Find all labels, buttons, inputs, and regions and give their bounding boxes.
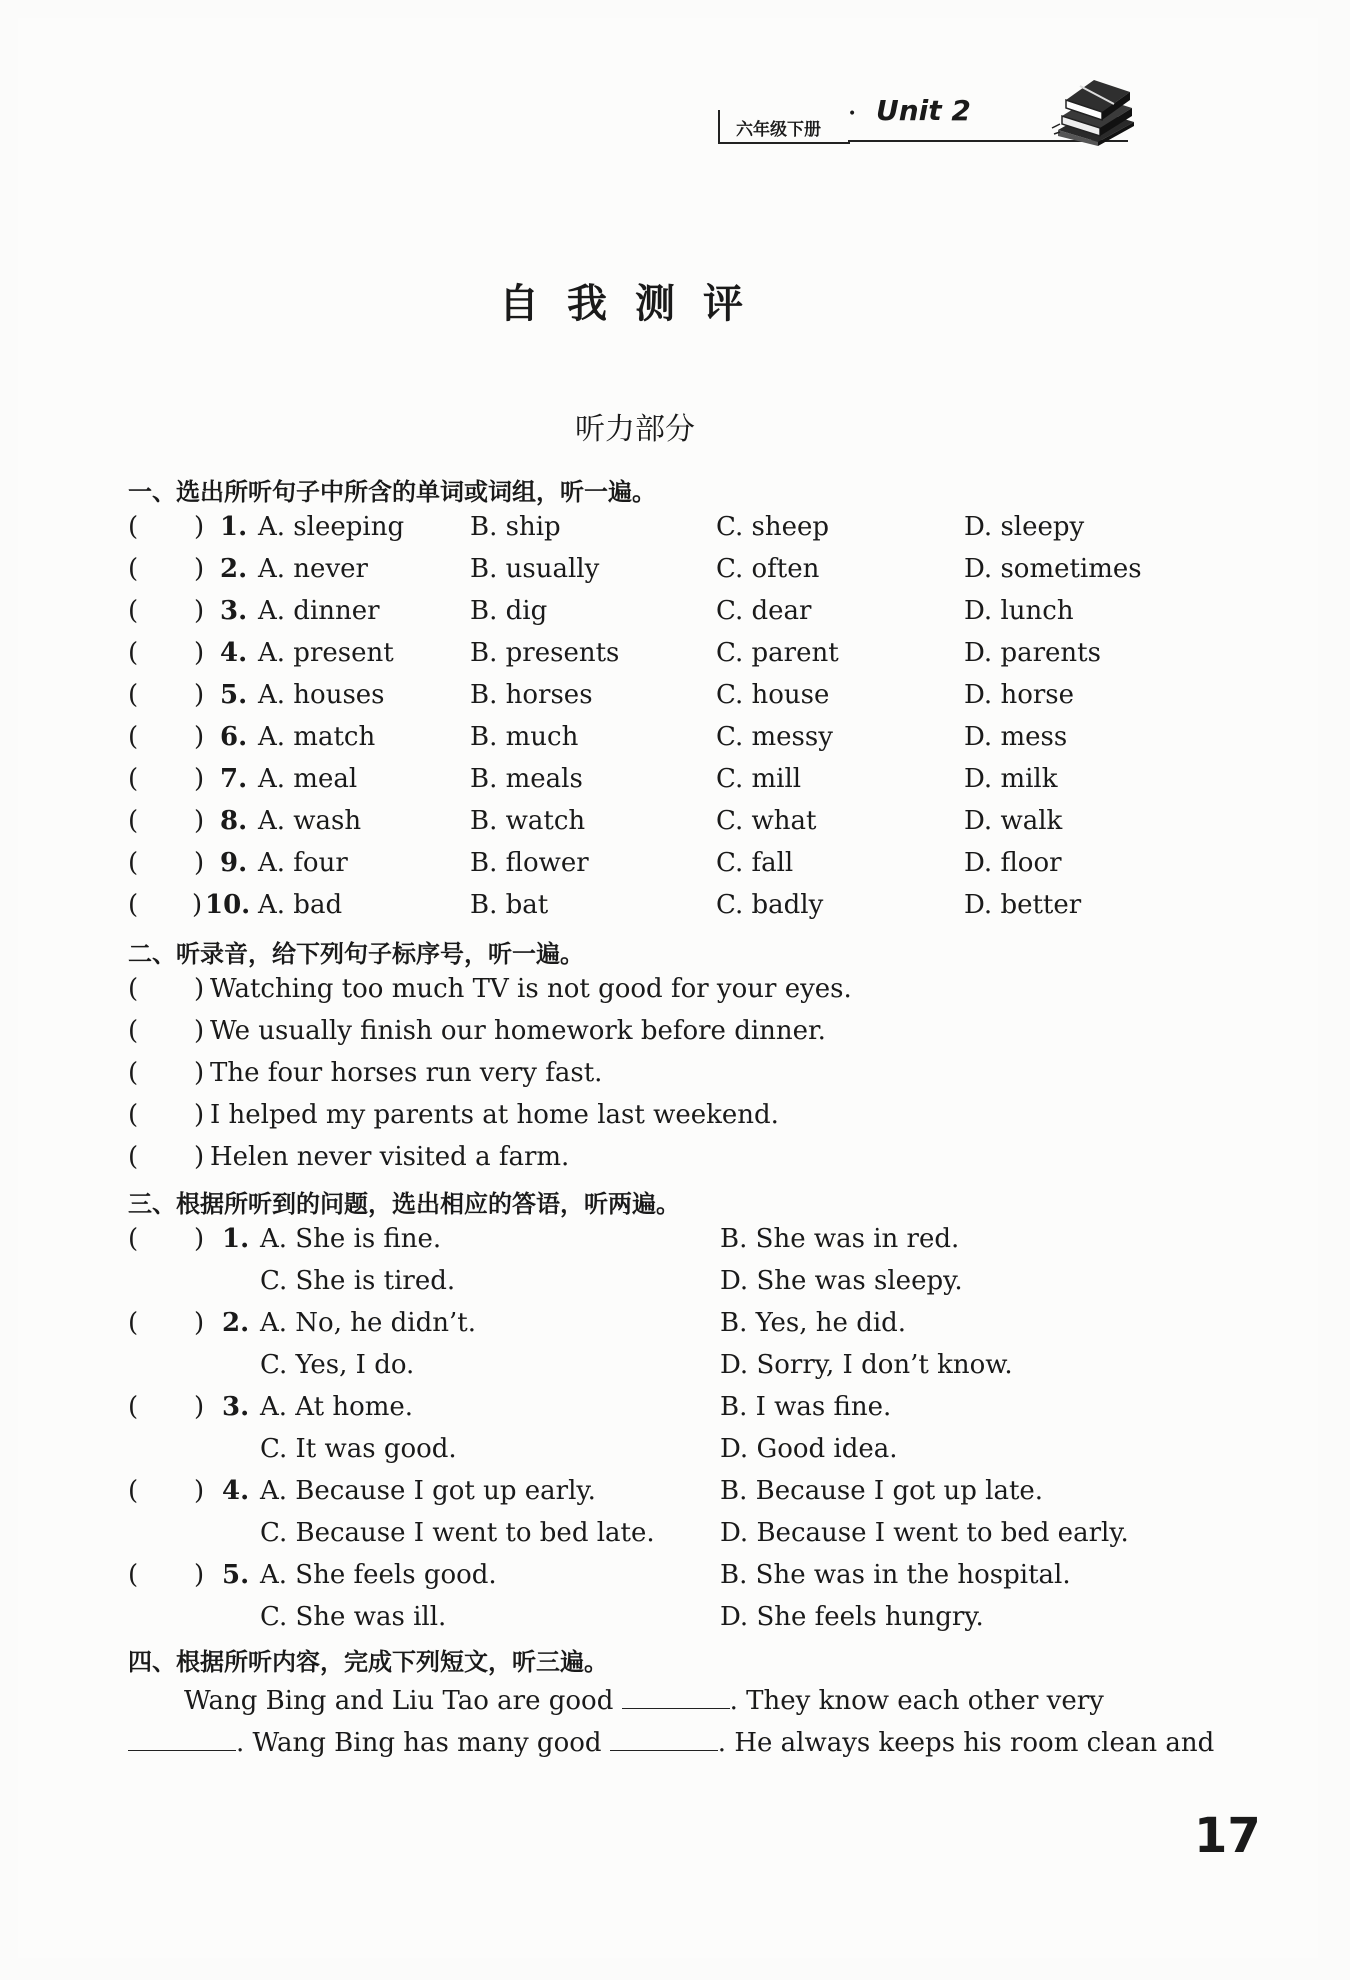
option-c: C. sheep	[716, 512, 830, 542]
page-number: 17	[1194, 1808, 1261, 1864]
answer-paren-open: (	[128, 512, 139, 542]
option-a: A. never	[258, 554, 368, 584]
answer-paren-open: (	[128, 1224, 139, 1254]
option-d: D. mess	[964, 722, 1068, 752]
books-icon	[1050, 78, 1140, 146]
item-number: 10.	[205, 890, 251, 920]
answer-paren-close: )	[194, 806, 205, 836]
option-b: B. Yes, he did.	[720, 1308, 907, 1338]
item-number: 6.	[220, 722, 248, 752]
item-number: 4.	[220, 638, 248, 668]
item-number: 1.	[222, 1224, 250, 1254]
answer-paren-close: )	[194, 554, 205, 584]
answer-paren-open: (	[128, 1016, 139, 1046]
answer-paren-open: (	[128, 1476, 139, 1506]
option-a: A. wash	[258, 806, 362, 836]
answer-paren-open: (	[128, 1560, 139, 1590]
cloze-text: . Wang Bing has many good	[236, 1728, 602, 1758]
option-a: A. four	[258, 848, 348, 878]
option-d: D. lunch	[964, 596, 1074, 626]
item-number: 5.	[220, 680, 248, 710]
answer-paren-close: )	[192, 890, 203, 920]
option-c: C. Yes, I do.	[260, 1350, 415, 1380]
answer-paren-open: (	[128, 596, 139, 626]
option-b: B. presents	[470, 638, 620, 668]
cloze-line-2	[128, 1726, 1214, 1758]
option-b: B. I was fine.	[720, 1392, 892, 1422]
sentence: Watching too much TV is not good for your eyes.	[210, 974, 852, 1004]
option-d: D. Because I went to bed early.	[720, 1518, 1129, 1548]
option-c: C. Because I went to bed late.	[260, 1518, 655, 1548]
answer-paren-close: )	[194, 1308, 205, 1338]
option-b: B. ship	[470, 512, 561, 542]
answer-paren-close: )	[194, 1142, 205, 1172]
option-b: B. dig	[470, 596, 548, 626]
option-c: C. She was ill.	[260, 1602, 447, 1632]
option-b: B. watch	[470, 806, 586, 836]
option-c: C. messy	[716, 722, 833, 752]
answer-paren-close: )	[194, 1560, 205, 1590]
answer-paren-close: )	[194, 1476, 205, 1506]
option-c: C. parent	[716, 638, 839, 668]
option-c: C. She is tired.	[260, 1266, 456, 1296]
answer-paren-close: )	[194, 1224, 205, 1254]
header-dot: •	[848, 106, 857, 122]
sentence: We usually finish our homework before dinner.	[210, 1016, 826, 1046]
item-number: 1.	[220, 512, 248, 542]
item-number: 3.	[220, 596, 248, 626]
answer-paren-close: )	[194, 596, 205, 626]
option-c: C. It was good.	[260, 1434, 457, 1464]
section1-heading: 一、选出所听句子中所含的单词或词组，听一遍。	[128, 478, 656, 506]
item-number: 4.	[222, 1476, 250, 1506]
header-grade: 六年级下册	[736, 120, 821, 140]
option-b: B. bat	[470, 890, 549, 920]
answer-paren-open: (	[128, 1142, 139, 1172]
option-a: A. She is fine.	[260, 1224, 442, 1254]
cloze-line-1	[184, 1684, 1104, 1716]
answer-paren-close: )	[194, 1100, 205, 1130]
answer-paren-open: (	[128, 1058, 139, 1088]
option-d: D. horse	[964, 680, 1075, 710]
answer-paren-open: (	[128, 974, 139, 1004]
option-d: D. better	[964, 890, 1082, 920]
option-a: A. sleeping	[258, 512, 405, 542]
cloze-text: Wang Bing and Liu Tao are good	[184, 1686, 614, 1716]
option-a: A. Because I got up early.	[260, 1476, 596, 1506]
item-number: 9.	[220, 848, 248, 878]
answer-paren-close: )	[194, 1392, 205, 1422]
sentence: Helen never visited a farm.	[210, 1142, 570, 1172]
option-a: A. houses	[258, 680, 385, 710]
option-c: C. fall	[716, 848, 794, 878]
answer-paren-open: (	[128, 1100, 139, 1130]
option-d: D. sleepy	[964, 512, 1085, 542]
answer-paren-close: )	[194, 1016, 205, 1046]
sentence: I helped my parents at home last weekend.	[210, 1100, 779, 1130]
option-c: C. often	[716, 554, 820, 584]
section3-heading: 三、根据所听到的问题，选出相应的答语，听两遍。	[128, 1190, 680, 1218]
option-d: D. Good idea.	[720, 1434, 898, 1464]
header-unit: Unit 2	[876, 94, 971, 127]
item-number: 2.	[222, 1308, 250, 1338]
option-c: C. badly	[716, 890, 824, 920]
section4-heading: 四、根据所听内容，完成下列短文，听三遍。	[128, 1648, 608, 1676]
answer-blank[interactable]	[610, 1726, 718, 1751]
option-d: D. floor	[964, 848, 1062, 878]
item-number: 2.	[220, 554, 248, 584]
option-a: A. match	[258, 722, 376, 752]
option-a: A. At home.	[260, 1392, 414, 1422]
answer-paren-open: (	[128, 890, 139, 920]
answer-paren-close: )	[194, 764, 205, 794]
option-c: C. what	[716, 806, 817, 836]
answer-blank[interactable]	[128, 1726, 236, 1751]
option-b: B. meals	[470, 764, 583, 794]
option-d: D. milk	[964, 764, 1058, 794]
answer-paren-close: )	[194, 722, 205, 752]
answer-paren-open: (	[128, 554, 139, 584]
cloze-text: . They know each other very	[729, 1686, 1104, 1716]
option-d: D. She feels hungry.	[720, 1602, 984, 1632]
option-b: B. usually	[470, 554, 600, 584]
section2-heading: 二、听录音，给下列句子标序号，听一遍。	[128, 940, 584, 968]
section-subtitle: 听力部分	[575, 412, 695, 447]
answer-blank[interactable]	[622, 1684, 730, 1709]
item-number: 3.	[222, 1392, 250, 1422]
answer-paren-open: (	[128, 764, 139, 794]
option-c: C. mill	[716, 764, 802, 794]
answer-paren-close: )	[194, 680, 205, 710]
option-d: D. sometimes	[964, 554, 1142, 584]
cloze-text: . He always keeps his room clean and	[717, 1728, 1215, 1758]
answer-paren-close: )	[194, 512, 205, 542]
answer-paren-open: (	[128, 848, 139, 878]
option-d: D. walk	[964, 806, 1063, 836]
option-a: A. She feels good.	[260, 1560, 497, 1590]
answer-paren-open: (	[128, 1392, 139, 1422]
option-b: B. She was in the hospital.	[720, 1560, 1071, 1590]
answer-paren-open: (	[128, 806, 139, 836]
option-a: A. No, he didn’t.	[260, 1308, 476, 1338]
answer-paren-open: (	[128, 722, 139, 752]
item-number: 7.	[220, 764, 248, 794]
answer-paren-close: )	[194, 848, 205, 878]
answer-paren-open: (	[128, 1308, 139, 1338]
option-b: B. Because I got up late.	[720, 1476, 1044, 1506]
item-number: 5.	[222, 1560, 250, 1590]
option-a: A. meal	[258, 764, 358, 794]
option-b: B. much	[470, 722, 579, 752]
sentence: The four horses run very fast.	[210, 1058, 603, 1088]
option-d: D. parents	[964, 638, 1101, 668]
answer-paren-open: (	[128, 638, 139, 668]
item-number: 8.	[220, 806, 248, 836]
option-a: A. present	[258, 638, 394, 668]
option-d: D. She was sleepy.	[720, 1266, 963, 1296]
answer-paren-close: )	[194, 974, 205, 1004]
option-c: C. house	[716, 680, 830, 710]
option-d: D. Sorry, I don’t know.	[720, 1350, 1013, 1380]
option-b: B. She was in red.	[720, 1224, 960, 1254]
option-b: B. flower	[470, 848, 589, 878]
answer-paren-close: )	[194, 1058, 205, 1088]
option-c: C. dear	[716, 596, 812, 626]
option-b: B. horses	[470, 680, 593, 710]
option-a: A. bad	[258, 890, 343, 920]
option-a: A. dinner	[258, 596, 380, 626]
answer-paren-open: (	[128, 680, 139, 710]
page-title: 自我测评	[499, 281, 771, 327]
answer-paren-close: )	[194, 638, 205, 668]
